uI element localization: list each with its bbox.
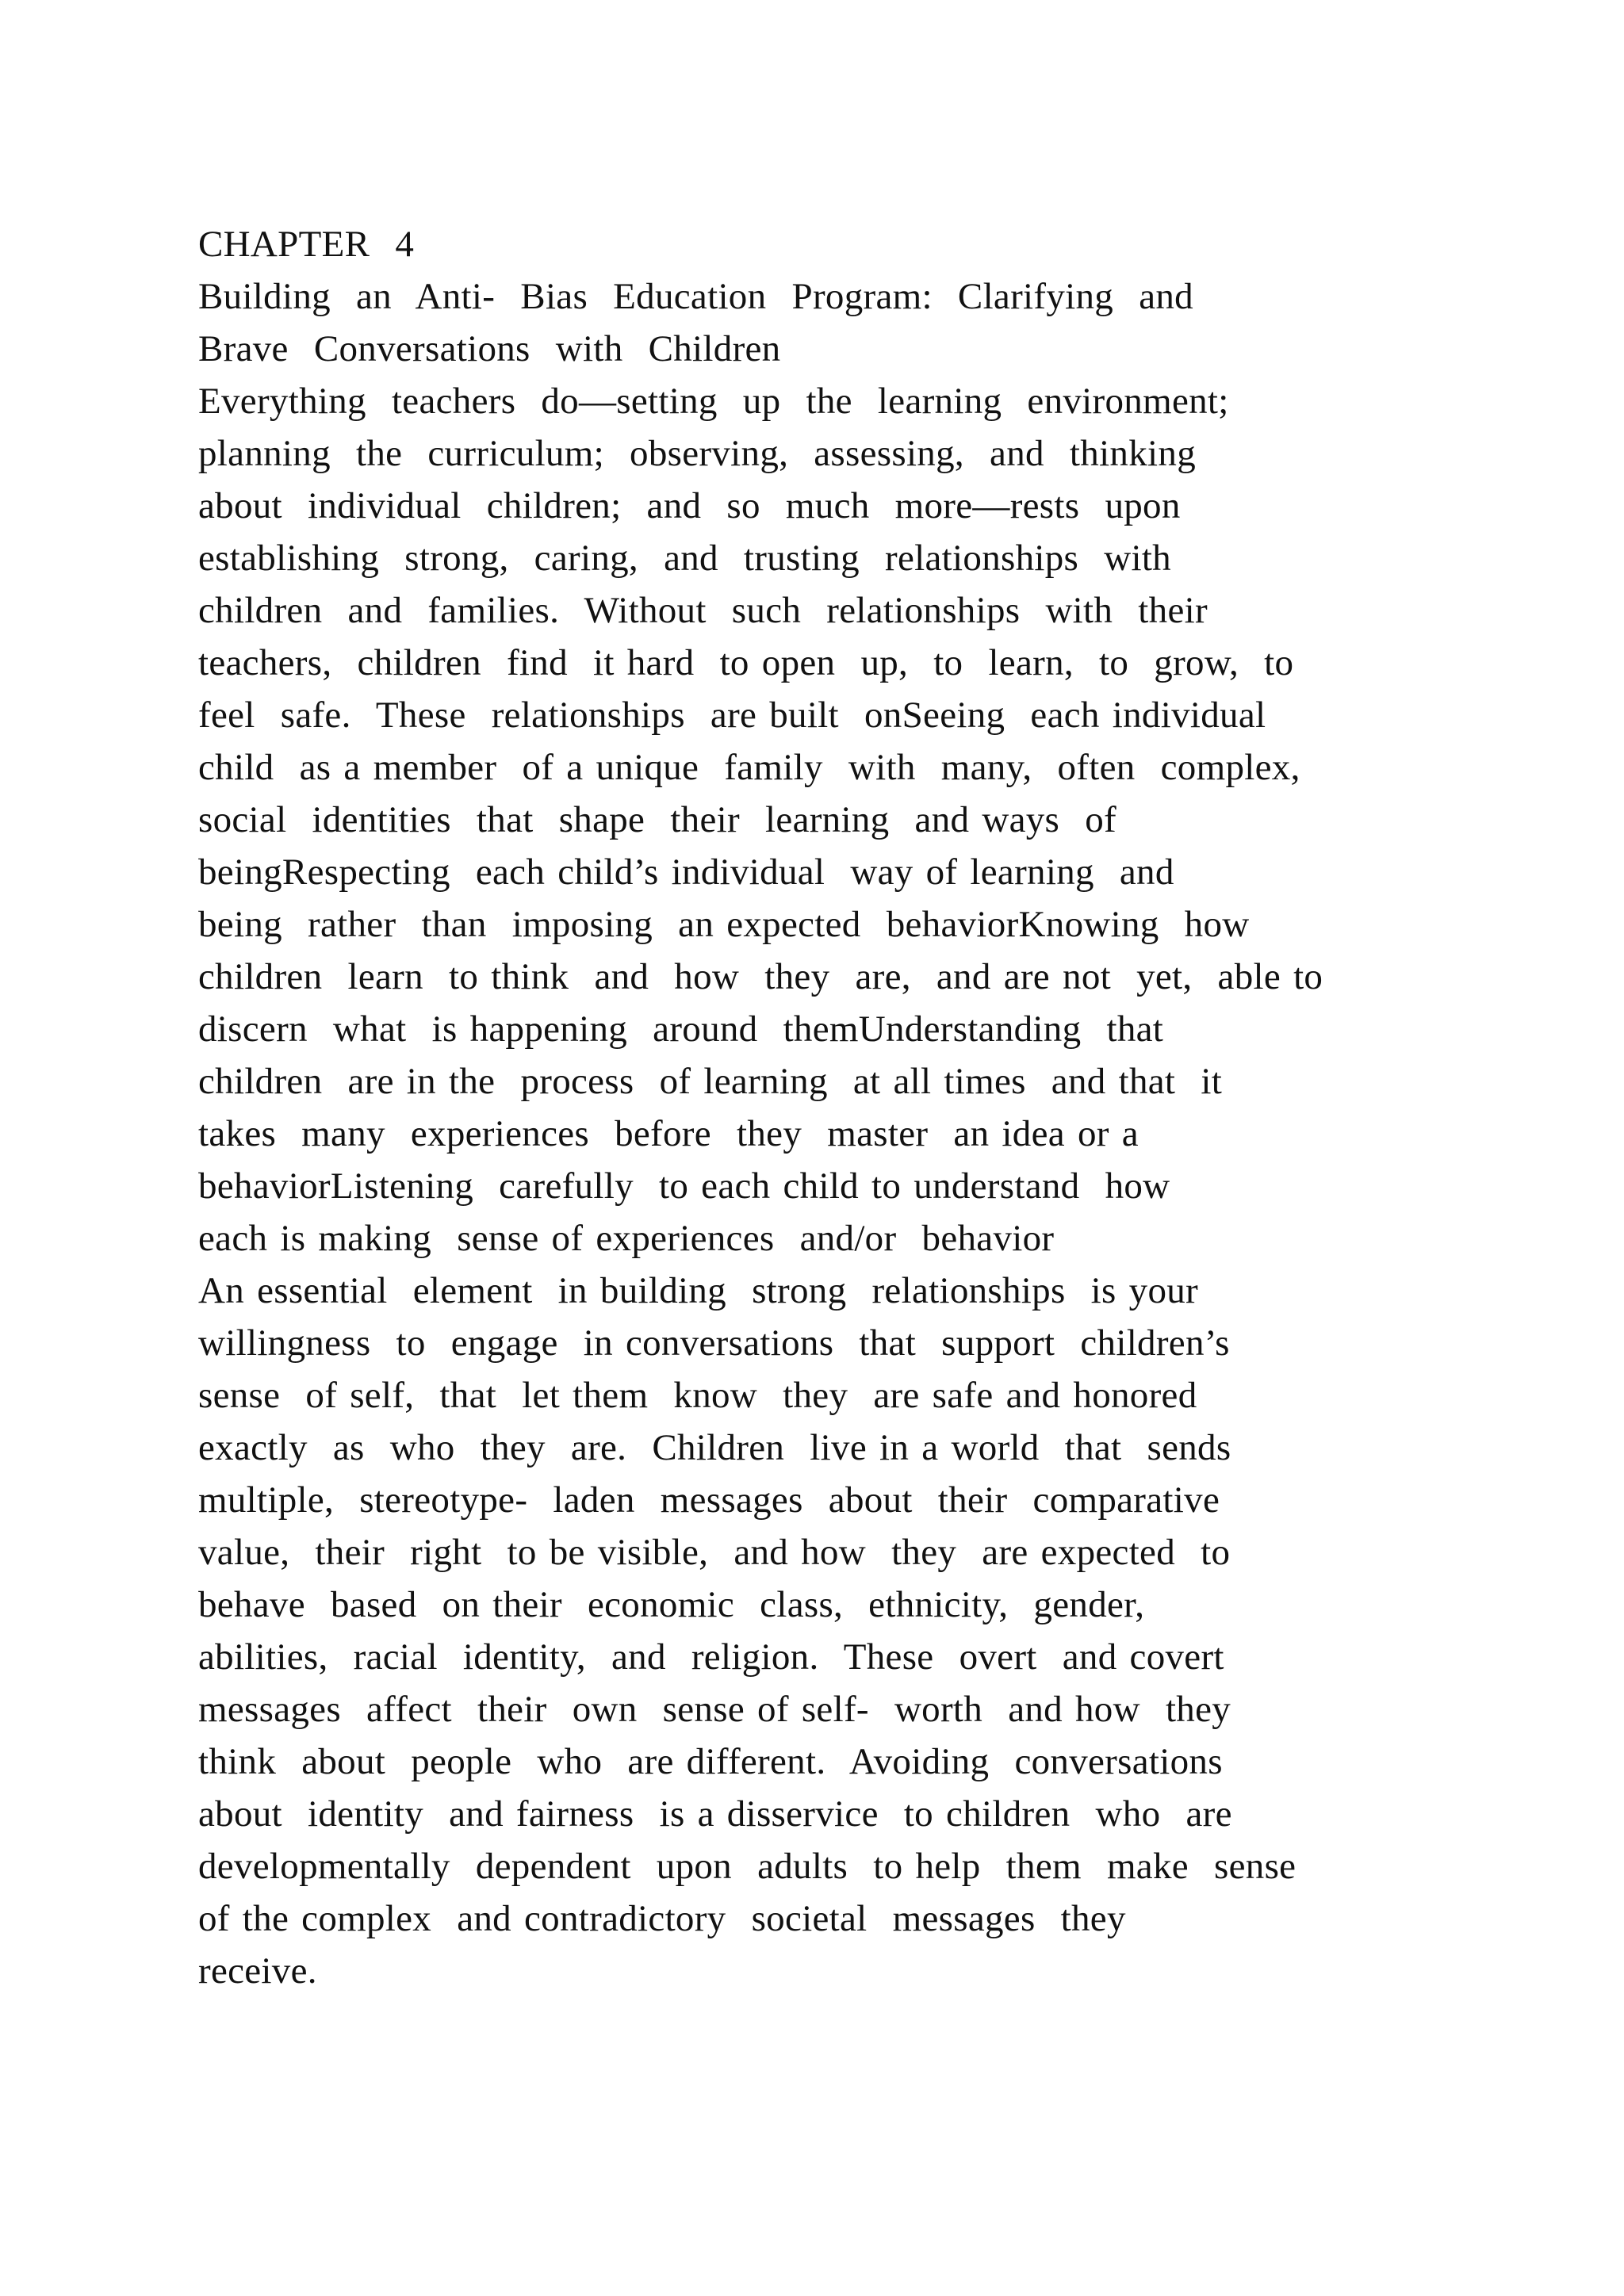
paragraph-1-line: establishing strong, caring, and trusting relationships with	[198, 538, 1171, 579]
paragraph-2-line: multiple, stereotype- laden messages about their comparative	[198, 1479, 1220, 1521]
paragraph-2-line: exactly as who they are. Children live in a world that sends	[198, 1427, 1231, 1468]
paragraph-1-line: teachers, children find it hard to open up, to learn, to grow, to	[198, 642, 1294, 683]
paragraph-2-line: willingness to engage in conversations that support children’s	[198, 1322, 1230, 1364]
paragraph-1-line: Everything teachers do—setting up the learning environment;	[198, 381, 1229, 422]
chapter-title-line: Building an Anti- Bias Education Program: Clarifying and	[198, 276, 1193, 317]
paragraph-2-line: developmentally dependent upon adults to help them make sense	[198, 1846, 1297, 1887]
paragraph-2-line: about identity and fairness is a disservice to children who are	[198, 1793, 1232, 1835]
paragraph-1-line: children learn to think and how they are, and are not yet, able to	[198, 956, 1323, 997]
paragraph-2-line: receive.	[198, 1950, 317, 1992]
paragraph-1-line: social identities that shape their learning and ways of	[198, 799, 1116, 840]
paragraph-1-line: children are in the process of learning at all times and that it	[198, 1061, 1223, 1102]
paragraph-2-line: An essential element in building strong relationships is your	[198, 1270, 1199, 1311]
paragraph-1-line: feel safe. These relationships are built onSeeing each individual	[198, 695, 1266, 736]
paragraph-2-line: sense of self, that let them know they are safe and honored	[198, 1375, 1197, 1416]
paragraph-1-line: discern what is happening around themUnderstanding that	[198, 1008, 1164, 1050]
paragraph-2-line: abilities, racial identity, and religion. These overt and covert	[198, 1636, 1224, 1678]
paragraph-2-line: behave based on their economic class, ethnicity, gender,	[198, 1584, 1145, 1625]
paragraph-1-line: child as a member of a unique family with many, often complex,	[198, 747, 1300, 788]
paragraph-2-line: value, their right to be visible, and how they are expected to	[198, 1532, 1231, 1573]
chapter-title-line: Brave Conversations with Children	[198, 328, 781, 369]
paragraph-1-line: about individual children; and so much more—rests upon	[198, 485, 1181, 526]
document-body	[198, 218, 1483, 1997]
paragraph-1-line: each is making sense of experiences and/or behavior	[198, 1218, 1055, 1259]
paragraph-1-line: planning the curriculum; observing, assessing, and thinking	[198, 433, 1196, 474]
paragraph-2-line: think about people who are different. Avoiding conversations	[198, 1741, 1223, 1782]
paragraph-1-line: being rather than imposing an expected behaviorKnowing how	[198, 904, 1250, 945]
paragraph-1-line: behaviorListening carefully to each child to understand how	[198, 1165, 1170, 1207]
paragraph-2-line: of the complex and contradictory societal messages they	[198, 1898, 1126, 1939]
chapter-label: CHAPTER 4	[198, 224, 415, 265]
paragraph-1-line: takes many experiences before they master an idea or a	[198, 1113, 1139, 1154]
paragraph-1-line: beingRespecting each child’s individual way of learning and	[198, 851, 1174, 893]
paragraph-1-line: children and families. Without such relationships with their	[198, 590, 1208, 631]
paragraph-2-line: messages affect their own sense of self- worth and how they	[198, 1689, 1231, 1730]
